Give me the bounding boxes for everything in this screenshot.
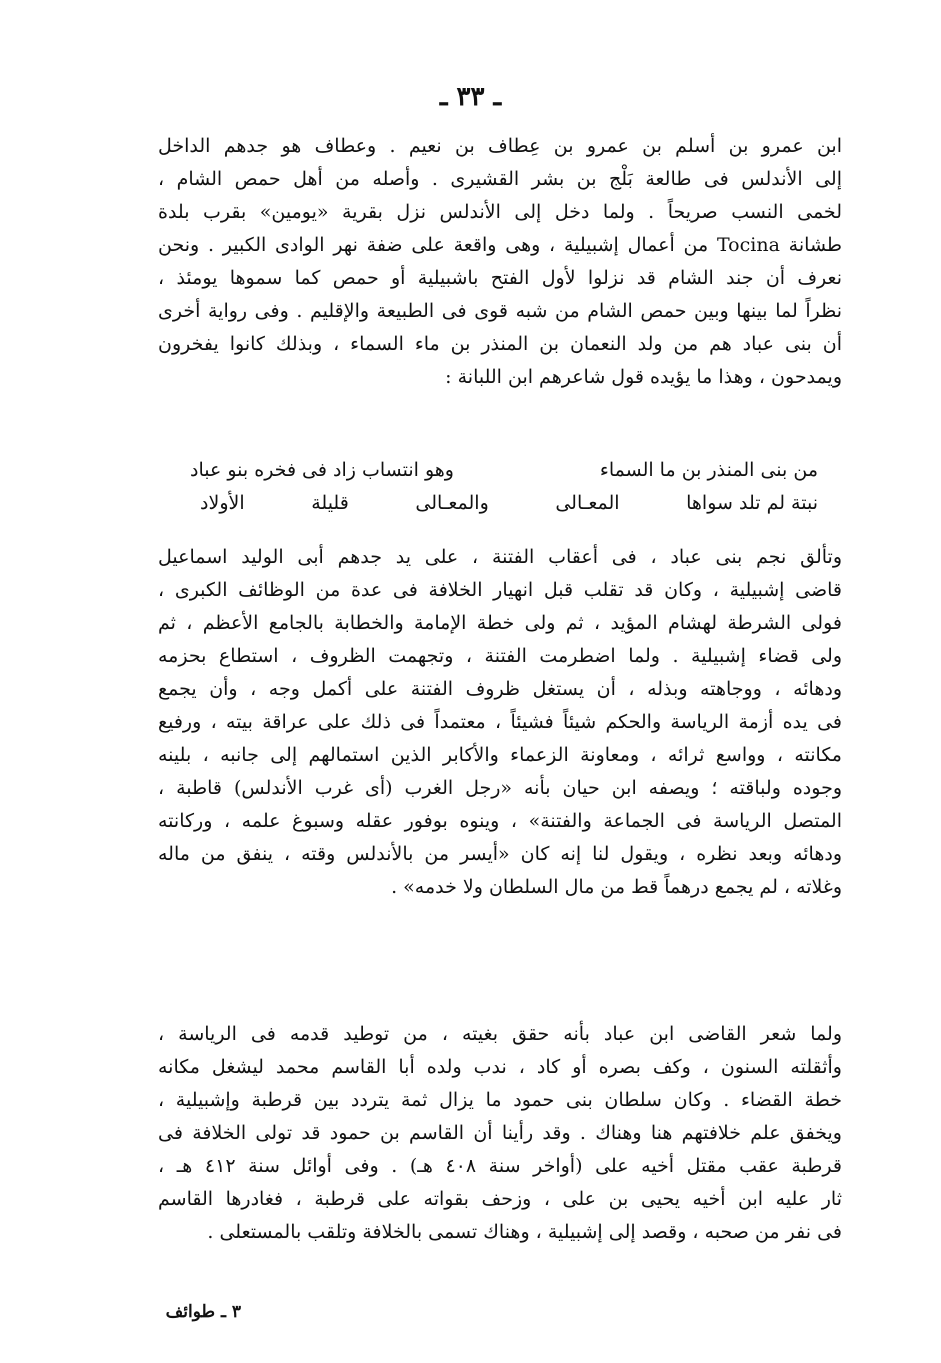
text-line: لخمى النسب صريحاً . ولما دخل إلى الأندلس نزل بقرية «يومين» بقرب بلدة [158,201,842,223]
paragraph-2 [158,541,842,904]
verse-word: نبتة لم تلد سواها [686,492,818,514]
text-line: ولما شعر القاضى ابن عباد بأنه حقق بغيته ، من توطيد قدمه فى الرياسة ، [158,1023,842,1045]
text-line: طشانة Tocina من أعمال إشبيلية ، وهى واقعة على ضفة نهر الوادى الكبير . ونحن [158,234,843,256]
text-line: ابن عمرو بن أسلم بن عمرو بن عِطاف بن نعيم . وعطاف هو جدهم الداخل [158,135,842,157]
text-line: ودهائه ، ووجاهته وبذله ، أن يستغل ظروف الفتنة على أكمل وجه ، وأن يجمع [158,678,842,700]
text-line: وتألق نجم بنى عباد ، فى أعقاب الفتنة ، على يد جدهم أبى الوليد اسماعيل [158,546,842,568]
verse-2-words [190,487,818,520]
text-line: نعرف أن جند الشام قد نزلوا لأول الفتح باشبيلية أو حمص كما سموها يومئذ ، [158,267,842,289]
signature-mark: ٣ ـ طوائف [165,1302,241,1322]
verse-word: المعـالى [555,492,620,514]
text-line: وأثقلته السنون ، وكف بصره أو كاد ، ندب ولده أبا القاسم محمد ليشغل مكانه [158,1056,842,1078]
text-line: مكانته ، وواسع ثرائه ، ومعاونة الزعماء والأكابر الذين استمالهم إلى جانبه ، بلينه [158,744,842,766]
text-line: قاضى إشبيلية ، وكان قد تقلب قبل انهيار الخلافة فى عدة من الوظائف الكبرى ، [158,579,842,601]
text-line: نظراً لما بينها وبين حمص الشام من شبه قوى فى الطبيعة والإقليم . وفى رواية أخرى [158,300,842,322]
text-line: ويخفق علم خلافتهم هنا وهناك . وقد رأينا أن القاسم بن حمود قد تولى الخلافة فى [158,1122,842,1144]
text-line: فى نفر من صحبه ، وقصد إلى إشبيلية ، وهناك تسمى بالخلافة وتلقب بالمستعلى . [207,1221,842,1243]
verse-word: الأولاد [200,492,245,514]
verse-word: قليلة [311,492,349,514]
verse-word: والمعـالى [415,492,489,514]
text-line: ثار عليه ابن أخيه يحيى بن على ، وزحف بقواته على قرطبة ، فغادرها القاسم [158,1188,842,1210]
text-line: إلى الأندلس فى طالعة بَلْج بن بشر القشيرى . وأصله من أهل حمص الشام ، [158,168,842,190]
poem [190,454,818,520]
text-line: أن بنى عباد هم من ولد النعمان بن المنذر بن ماء السماء ، وبذلك كانوا يفخرون [158,333,842,355]
paragraph-3 [158,1018,842,1249]
text-line: خطة القضاء . وكان سلطان بنى حمود ما يزال ثمة يتردد بين قرطبة وإشبيلية ، [158,1089,842,1111]
text-line: قرطبة عقب مقتل أخيه على (أواخر سنة ٤٠٨ هـ) . وفى أوائل سنة ٤١٢ هـ ، [158,1155,842,1177]
text-line: ودهائه وبعد نظره ، ويقول لنا إنه كان «أيسر من بالأندلس وقته ، ينفق من ماله [158,843,842,865]
text-line: ويمدحون ، وهذا ما يؤيده قول شاعرهم ابن اللبانة : [445,366,842,388]
verse-1-first-hemistich: من بنى المنذر بن ما السماء [599,459,818,481]
page-number: ـ ٣٣ ـ [439,82,502,112]
text-line: ولى قضاء إشبيلية . ولما اضطرمت الفتنة ، وتجهمت الظروف ، استطاع بحزمه [158,645,842,667]
poem-verse-2 [190,487,818,520]
text-line: وجوده ولباقته ؛ ويصفه ابن حيان بأنه «رجل الغرب (أى غرب الأندلس) قاطبة ، [158,777,842,799]
text-line: المتصل الرياسة فى الجماعة والفتنة» ، وينوه بوفور عقله وسبوغ علمه ، وركانته [158,810,842,832]
text-line: فولى الشرطة لهشام المؤيد ، ثم ولى خطة الإمامة والخطابة بالجامع الأعظم ، ثم [158,612,842,634]
text-line: فى يده أزمة الرياسة والحكم شيئاً فشيئاً ، معتمداً فى ذلك على عراقة بيته ، ورفيع [158,711,842,733]
text-line: وغلاته ، لم يجمع درهماً قط من مال السلطان ولا خدمه» . [391,876,842,898]
paragraph-1 [158,130,842,394]
poem-verse-1 [190,454,818,487]
verse-1-second-hemistich: وهو انتساب زاد فى فخره بنو عباد [190,459,454,481]
